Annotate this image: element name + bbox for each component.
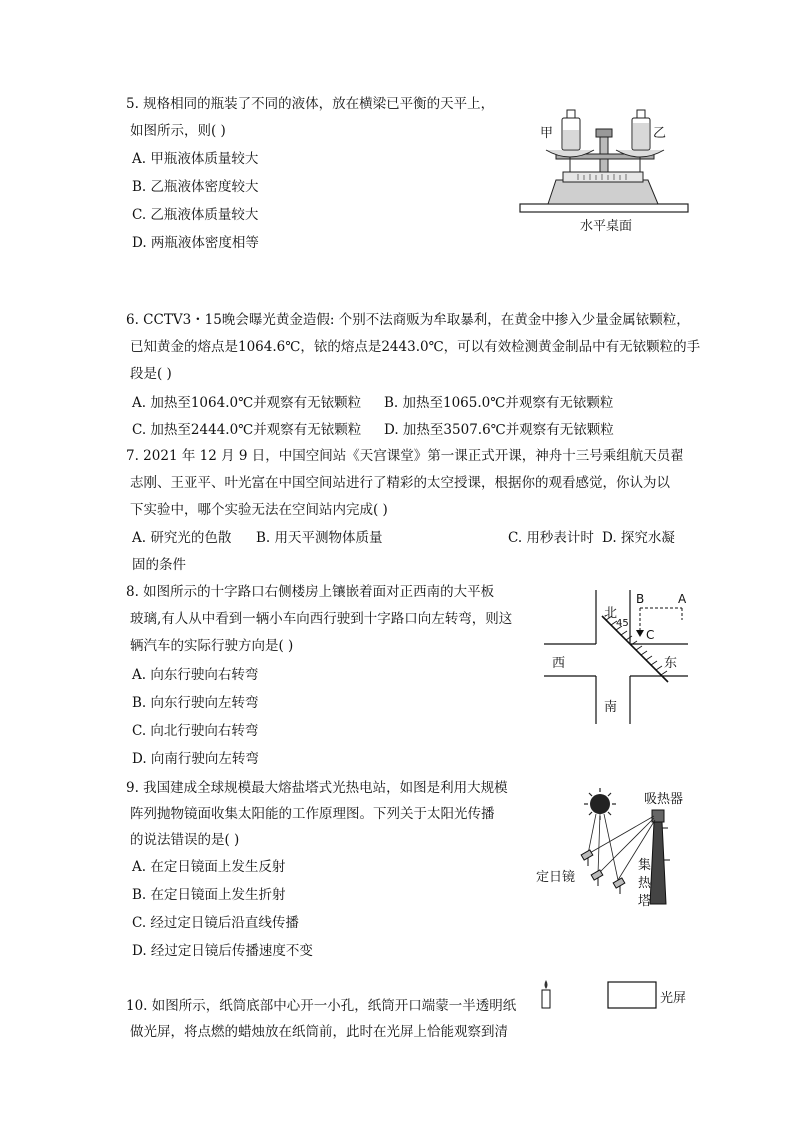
q5-option-b: B. 乙瓶液体密度较大 <box>132 179 259 195</box>
q6-option-d: D. 加热至3507.6℃并观察有无铱颗粒 <box>384 422 614 438</box>
q8-option-c: C. 向北行驶向右转弯 <box>132 723 259 739</box>
q8-stem-line3: 辆汽车的实际行驶方向是( ) <box>130 638 294 654</box>
q7-option-a: A. 研究光的色散 <box>132 530 232 546</box>
q7-option-d: D. 探究水凝 <box>602 530 675 546</box>
direction-west: 西 <box>552 656 566 671</box>
q6-option-a: A. 加热至1064.0℃并观察有无铱颗粒 <box>132 395 362 411</box>
heliostat-label: 定日镜 <box>536 870 576 885</box>
q10-stem-line1: 10. 如图所示，纸筒底部中心开一小孔，纸筒开口端蒙一半透明纸 <box>126 998 517 1014</box>
point-c-label: C <box>646 628 655 642</box>
q9-option-b: B. 在定日镜面上发生折射 <box>132 887 286 903</box>
q5-stem-line2: 如图所示，则( ) <box>130 123 226 139</box>
q6-option-b: B. 加热至1065.0℃并观察有无铱颗粒 <box>384 395 614 411</box>
q9-option-c: C. 经过定日镜后沿直线传播 <box>132 915 299 931</box>
direction-north: 北 <box>604 606 618 621</box>
q8-option-a: A. 向东行驶向右转弯 <box>132 667 259 683</box>
q7-stem-line1: 7. 2021 年 12 月 9 日，中国空间站《天宫课堂》第一课正式开课，神舟十三号乘组航天员翟 <box>126 448 684 464</box>
q8-option-d: D. 向南行驶向左转弯 <box>132 751 259 767</box>
q7-option-d-continued: 固的条件 <box>132 557 186 573</box>
q9-stem-line3: 的说法错误的是( ) <box>130 832 240 848</box>
table-label: 水平桌面 <box>580 219 633 234</box>
q5-option-d: D. 两瓶液体密度相等 <box>132 235 259 251</box>
tower-label-1: 集 <box>638 858 652 873</box>
q6-stem-line2: 已知黄金的熔点是1064.6℃，铱的熔点是2443.0℃，可以有效检测黄金制品中有无铱颗粒的手 <box>130 339 701 355</box>
tower-label-3: 塔 <box>638 894 652 909</box>
candle-icon <box>542 980 550 1008</box>
point-a-label: A <box>678 592 687 606</box>
angle-label: 45 <box>616 618 629 629</box>
q9-option-a: A. 在定日镜面上发生反射 <box>132 859 286 875</box>
tower-label-2: 热 <box>638 876 652 891</box>
q7-stem-line3: 下实验中，哪个实验无法在空间站内完成( ) <box>130 502 388 518</box>
q7-option-c: C. 用秒表计时 <box>508 530 594 546</box>
q5-option-a: A. 甲瓶液体质量较大 <box>132 151 259 167</box>
q9-option-d: D. 经过定日镜后传播速度不变 <box>132 943 313 959</box>
q8-option-b: B. 向东行驶向左转弯 <box>132 695 259 711</box>
q10-stem-line2: 做光屏，将点燃的蜡烛放在纸筒前，此时在光屏上恰能观察到清 <box>130 1024 508 1040</box>
q7-option-b: B. 用天平测物体质量 <box>256 530 383 546</box>
right-bottle-label: 乙 <box>653 126 667 141</box>
q5-option-c: C. 乙瓶液体质量较大 <box>132 207 259 223</box>
direction-south: 南 <box>604 700 618 715</box>
absorber-label: 吸热器 <box>644 792 684 807</box>
q9-stem-line1: 9. 我国建成全球规模最大熔盐塔式光热电站，如图是利用大规模 <box>126 780 508 796</box>
q8-stem-line2: 玻璃,有人从中看到一辆小车向西行驶到十字路口向左转弯，则这 <box>130 611 513 627</box>
crossroads-figure <box>540 590 692 726</box>
q5-stem-line1: 5. 规格相同的瓶装了不同的液体，放在横梁已平衡的天平上， <box>126 96 495 112</box>
q6-stem-line1: 6. CCTV3・15晚会曝光黄金造假: 个别不法商贩为牟取暴利，在黄金中掺入少量金属铱颗粒， <box>126 312 690 328</box>
screen-label: 光屏 <box>660 991 687 1006</box>
q8-stem-line1: 8. 如图所示的十字路口右侧楼房上镶嵌着面对正西南的大平板 <box>126 584 495 600</box>
direction-east: 东 <box>664 656 678 671</box>
q7-stem-line2: 志刚、王亚平、叶光富在中国空间站进行了精彩的太空授课，根据你的观看感觉，你认为以 <box>130 475 670 491</box>
q6-stem-line3: 段是( ) <box>130 366 172 382</box>
balance-figure <box>518 100 693 235</box>
solar-tower-figure <box>534 784 694 912</box>
q6-option-c: C. 加热至2444.0℃并观察有无铱颗粒 <box>132 422 362 438</box>
left-bottle-label: 甲 <box>540 126 554 141</box>
q9-stem-line2: 阵列抛物镜面收集太阳能的工作原理图。下列关于太阳光传播 <box>130 806 495 822</box>
point-b-label: B <box>636 592 645 606</box>
candle-screen-figure <box>536 978 696 1014</box>
